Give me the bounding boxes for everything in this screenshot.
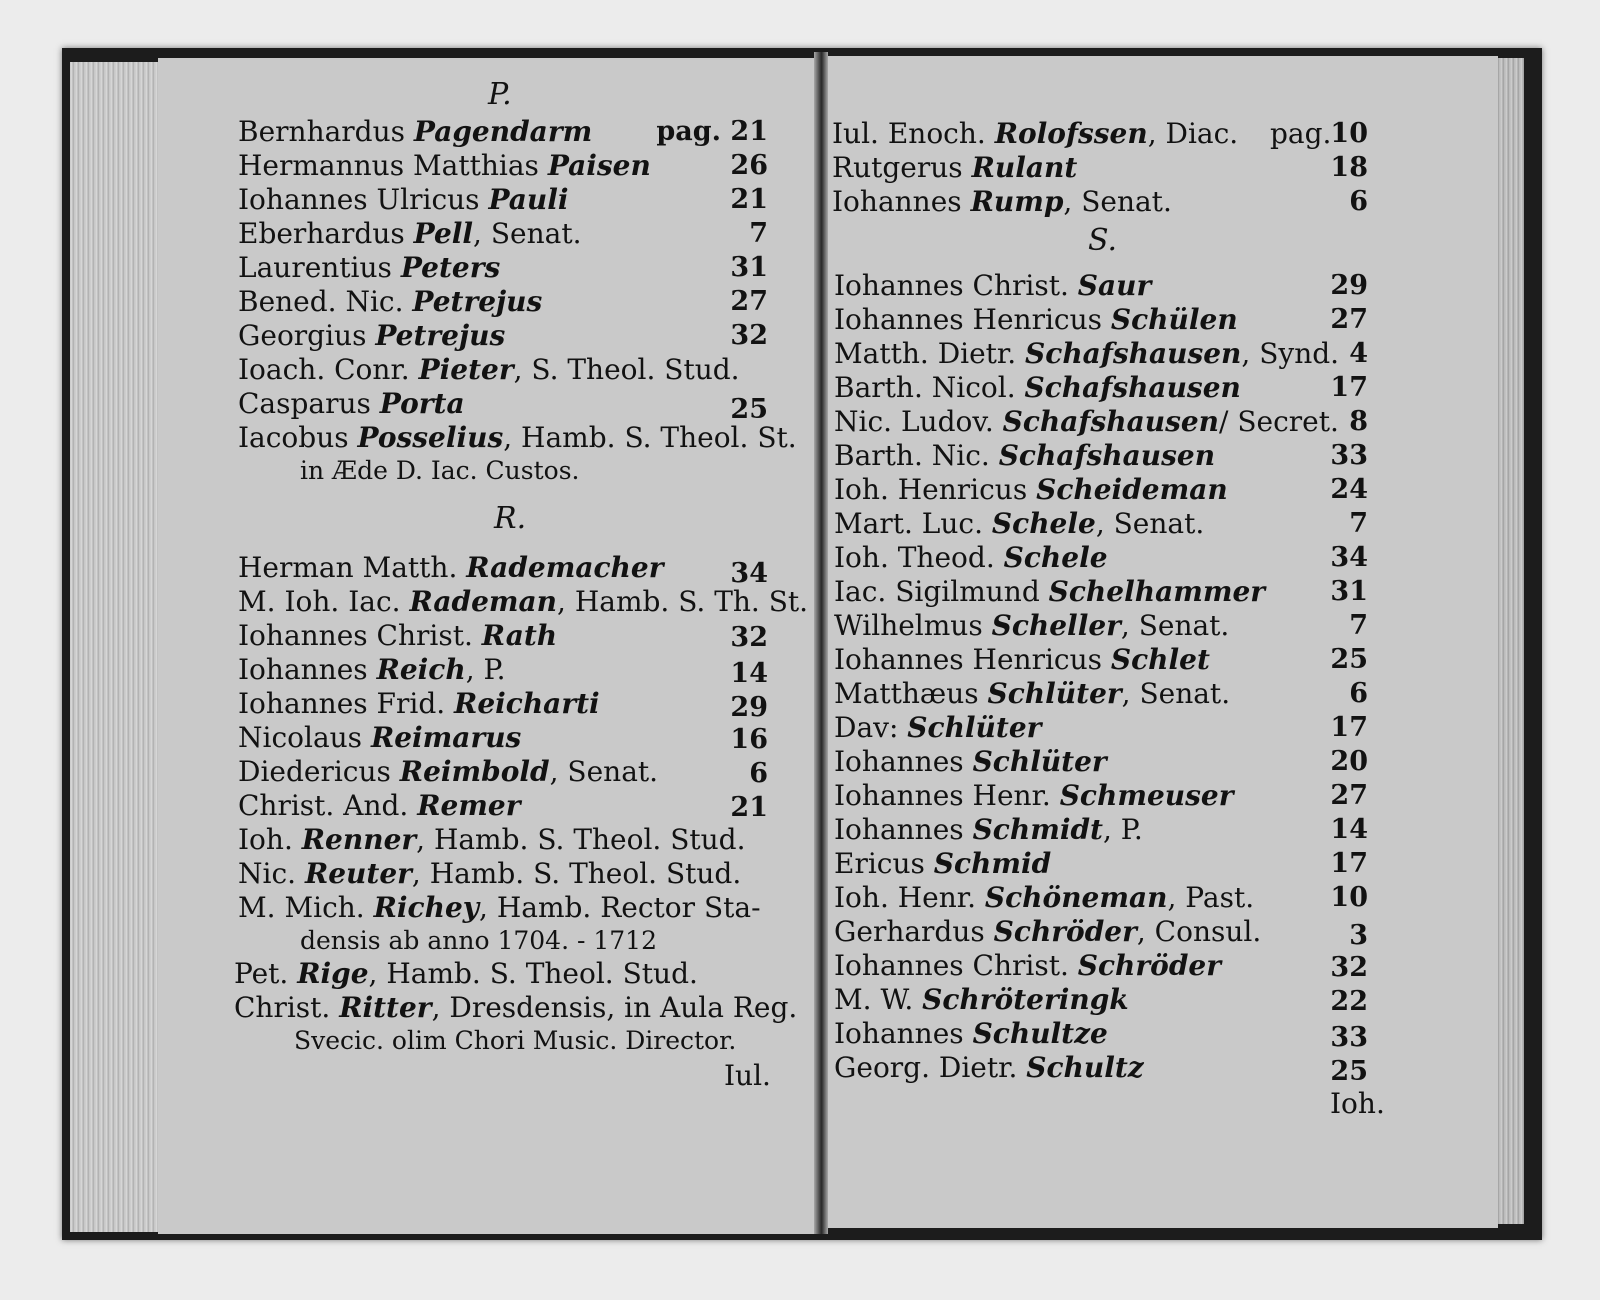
page-number: 7 bbox=[749, 218, 768, 249]
index-entry: Iohannes Rump, Senat. bbox=[832, 185, 1172, 218]
index-entry: Pet. Rige, Hamb. S. Theol. Stud. bbox=[234, 957, 698, 990]
page-number: 33 bbox=[1330, 440, 1368, 471]
index-entry: Nic. Ludov. Schafshausen/ Secret. bbox=[834, 405, 1339, 438]
catchword: Iul. bbox=[724, 1059, 771, 1092]
page-number: 8 bbox=[1349, 406, 1368, 437]
page-number: 25 bbox=[730, 394, 768, 425]
index-entry: Matthæus Schlüter, Senat. bbox=[834, 677, 1231, 710]
index-entry: Hermannus Matthias Paisen bbox=[238, 149, 651, 182]
page-number: 3 bbox=[1349, 920, 1368, 951]
index-entry: Iohannes Henricus Schlet bbox=[834, 643, 1210, 676]
index-entry: Ericus Schmid bbox=[834, 847, 1052, 880]
index-entry: Georgius Petrejus bbox=[238, 319, 506, 352]
page-number: 25 bbox=[1330, 1056, 1368, 1087]
index-entry: Georg. Dietr. Schultz bbox=[834, 1051, 1144, 1084]
index-entry: Bernhardus Pagendarm bbox=[238, 115, 593, 148]
page-number: 10 bbox=[1330, 882, 1368, 913]
page-number: 10 bbox=[1330, 118, 1368, 149]
index-entry: Herman Matth. Rademacher bbox=[238, 551, 664, 584]
index-entry: Dav: Schlüter bbox=[834, 711, 1042, 744]
index-entry: Barth. Nic. Schafshausen bbox=[834, 439, 1216, 472]
page-number: 24 bbox=[1330, 474, 1368, 505]
index-entry: Iohannes Ulricus Pauli bbox=[238, 183, 569, 216]
page-number: 32 bbox=[1330, 952, 1368, 983]
index-entry: Ioh. Henr. Schöneman, Past. bbox=[834, 881, 1255, 914]
page-number: 27 bbox=[1330, 304, 1368, 335]
index-entry: Christ. Ritter, Dresdensis, in Aula Reg. bbox=[234, 991, 798, 1024]
catchword: Ioh. bbox=[1330, 1087, 1385, 1120]
page-number: 6 bbox=[1349, 186, 1368, 217]
index-entry: Iohannes Schlüter bbox=[834, 745, 1107, 778]
index-entry: Iohannes Schmidt, P. bbox=[834, 813, 1143, 846]
page-number: 20 bbox=[1330, 746, 1368, 777]
index-entry: Nic. Reuter, Hamb. S. Theol. Stud. bbox=[238, 857, 742, 890]
index-entry: M. W. Schröteringk bbox=[834, 983, 1129, 1016]
index-entry: M. Mich. Richey, Hamb. Rector Sta- bbox=[238, 891, 761, 924]
index-entry: Ioh. Renner, Hamb. S. Theol. Stud. bbox=[238, 823, 746, 856]
page-number: 17 bbox=[1330, 848, 1368, 879]
index-entry: Nicolaus Reimarus bbox=[238, 721, 522, 754]
index-entry: Iacobus Posselius, Hamb. S. Theol. St. bbox=[238, 421, 797, 454]
page-number: 33 bbox=[1330, 1022, 1368, 1053]
page-number: 27 bbox=[730, 286, 768, 317]
page-number: 34 bbox=[1330, 542, 1368, 573]
index-entry: Matth. Dietr. Schafshausen, Synd. bbox=[834, 337, 1340, 370]
index-entry: Ioach. Conr. Pieter, S. Theol. Stud. bbox=[238, 353, 740, 386]
index-entry: Iohannes Reich, P. bbox=[238, 653, 506, 686]
page-number: 25 bbox=[1330, 644, 1368, 675]
page-number: 14 bbox=[1330, 814, 1368, 845]
index-entry: Iohannes Christ. Schröder bbox=[834, 949, 1221, 982]
page-number: 34 bbox=[730, 558, 768, 589]
page-number: 27 bbox=[1330, 780, 1368, 811]
index-entry: Christ. And. Remer bbox=[238, 789, 521, 822]
index-entry: Iohannes Schultze bbox=[834, 1017, 1108, 1050]
page-number: pag. 21 bbox=[656, 116, 768, 147]
index-entry: Bened. Nic. Petrejus bbox=[238, 285, 543, 318]
index-entry: Iohannes Henricus Schülen bbox=[834, 303, 1238, 336]
page-edges-left bbox=[70, 62, 166, 1232]
page-number: 17 bbox=[1330, 372, 1368, 403]
page-number: 21 bbox=[730, 184, 768, 215]
page-number: 7 bbox=[1349, 610, 1368, 641]
section-letter: P. bbox=[488, 77, 512, 112]
entry-continuation: densis ab anno 1704. - 1712 bbox=[300, 926, 657, 955]
page-number: 7 bbox=[1349, 508, 1368, 539]
index-entry: Rutgerus Rulant bbox=[832, 151, 1078, 184]
index-entry: Laurentius Peters bbox=[238, 251, 501, 284]
index-entry: Iohannes Frid. Reicharti bbox=[238, 687, 600, 720]
page-number: 4 bbox=[1349, 338, 1368, 369]
page-number: 31 bbox=[1330, 576, 1368, 607]
index-entry: Ioh. Henricus Scheideman bbox=[834, 473, 1228, 506]
page-number: 29 bbox=[1330, 270, 1368, 301]
book-gutter bbox=[814, 52, 828, 1234]
page-number: 17 bbox=[1330, 712, 1368, 743]
page-number: 31 bbox=[730, 252, 768, 283]
page-number: 22 bbox=[1330, 986, 1368, 1017]
index-entry: Casparus Porta bbox=[238, 387, 465, 420]
index-entry: Diedericus Reimbold, Senat. bbox=[238, 755, 659, 788]
page-number: 21 bbox=[730, 792, 768, 823]
entry-continuation: Svecic. olim Chori Music. Director. bbox=[294, 1026, 737, 1055]
index-entry: Iohannes Henr. Schmeuser bbox=[834, 779, 1234, 812]
index-entry: Barth. Nicol. Schafshausen bbox=[834, 371, 1241, 404]
index-entry: Ioh. Theod. Schele bbox=[834, 541, 1108, 574]
index-entry: Iohannes Christ. Rath bbox=[238, 619, 558, 652]
index-entry: Gerhardus Schröder, Consul. bbox=[834, 915, 1262, 948]
section-letter: S. bbox=[1088, 223, 1118, 258]
index-entry: M. Ioh. Iac. Rademan, Hamb. S. Th. St. bbox=[238, 585, 809, 618]
entry-continuation: in Æde D. Iac. Custos. bbox=[300, 456, 580, 485]
index-entry: Iac. Sigilmund Schelhammer bbox=[834, 575, 1266, 608]
index-entry: Mart. Luc. Schele, Senat. bbox=[834, 507, 1205, 540]
page-number: 32 bbox=[730, 320, 768, 351]
index-entry: Iohannes Christ. Saur bbox=[834, 269, 1152, 302]
section-letter: R. bbox=[494, 501, 527, 536]
page-label: pag. bbox=[1270, 117, 1332, 150]
page-number: 32 bbox=[730, 622, 768, 653]
page-number: 16 bbox=[730, 724, 768, 755]
page-number: 26 bbox=[730, 150, 768, 181]
page-number: 6 bbox=[1349, 678, 1368, 709]
index-entry: Iul. Enoch. Rolofssen, Diac. bbox=[832, 117, 1239, 150]
page-number: 29 bbox=[730, 692, 768, 723]
page-number: 14 bbox=[730, 658, 768, 689]
index-entry: Wilhelmus Scheller, Senat. bbox=[834, 609, 1230, 642]
page-number: 6 bbox=[749, 758, 768, 789]
index-entry: Eberhardus Pell, Senat. bbox=[238, 217, 582, 250]
page-number: 18 bbox=[1330, 152, 1368, 183]
